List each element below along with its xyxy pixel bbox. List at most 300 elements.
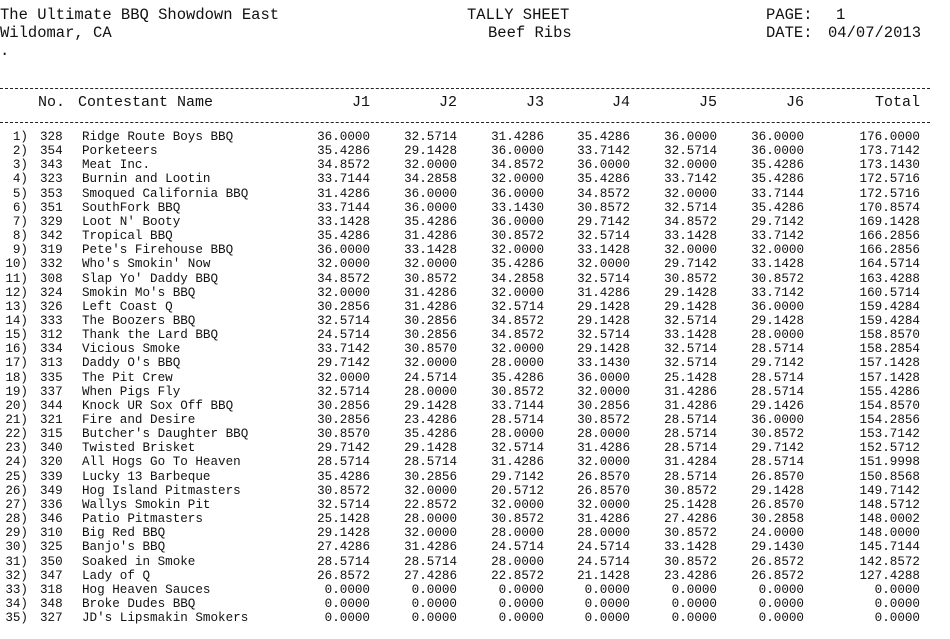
- cell-total: 127.4288: [859, 568, 920, 583]
- cell-name: Pete's Firehouse BBQ: [82, 243, 234, 258]
- cell-j2: 0.0000: [411, 596, 457, 611]
- cell-j6: 26.8570: [751, 469, 804, 484]
- cell-name: Butcher's Daughter BBQ: [82, 427, 249, 442]
- table-row: [0, 342, 930, 356]
- cell-j1: 32.5714: [317, 384, 370, 399]
- cell-j5: 28.5714: [664, 413, 717, 427]
- table-row: [0, 441, 930, 455]
- cell-j3: 36.0000: [491, 214, 544, 229]
- page-label: PAGE:: [766, 6, 813, 24]
- cell-j3: 35.4286: [491, 370, 544, 385]
- cell-j2: 30.8572: [404, 271, 457, 286]
- cell-j3: 29.7142: [491, 469, 544, 484]
- cell-total: 164.5714: [859, 257, 920, 272]
- cell-j5: 30.8572: [664, 554, 717, 569]
- cell-j1: 30.2856: [317, 413, 370, 427]
- cell-j5: 32.5714: [664, 356, 717, 371]
- cell-no: 340: [40, 441, 63, 456]
- cell-j2: 29.1428: [404, 441, 457, 456]
- cell-j1: 0.0000: [324, 596, 370, 611]
- cell-rank: 8): [12, 229, 28, 244]
- col-header-j2: J2: [438, 94, 457, 111]
- cell-name: JD's Lipsmakin Smokers: [82, 611, 249, 626]
- table-row: [0, 158, 930, 172]
- cell-j6: 29.1428: [751, 313, 804, 328]
- col-header-j3: J3: [525, 94, 544, 111]
- cell-j4: 32.0000: [577, 257, 630, 272]
- cell-rank: 10): [5, 257, 28, 272]
- cell-j3: 32.0000: [491, 172, 544, 187]
- cell-j1: 33.7142: [317, 342, 370, 357]
- cell-j4: 29.7142: [577, 214, 630, 229]
- event-title: The Ultimate BBQ Showdown East: [0, 6, 280, 24]
- col-header-name: Contestant Name: [78, 94, 214, 111]
- cell-j1: 30.2856: [317, 299, 370, 314]
- cell-j3: 36.0000: [491, 144, 544, 159]
- bottom-dashed-rule: [0, 122, 930, 123]
- cell-no: 337: [40, 384, 63, 399]
- cell-rank: 22): [5, 427, 28, 442]
- cell-total: 0.0000: [874, 611, 920, 626]
- cell-total: 158.2854: [859, 342, 920, 357]
- cell-j1: 30.8570: [317, 427, 370, 442]
- cell-total: 166.2856: [859, 229, 920, 244]
- cell-no: 327: [40, 611, 63, 626]
- cell-j5: 30.8572: [664, 526, 717, 541]
- cell-name: Who's Smokin' Now: [82, 257, 211, 272]
- cell-j6: 24.0000: [751, 526, 804, 541]
- cell-no: 344: [40, 398, 63, 413]
- cell-j6: 36.0000: [751, 144, 804, 159]
- cell-j6: 26.8570: [751, 497, 804, 512]
- cell-rank: 14): [5, 313, 28, 328]
- cell-j4: 32.5714: [577, 271, 630, 286]
- cell-name: Lucky 13 Barbeque: [82, 469, 211, 484]
- cell-total: 155.4286: [859, 384, 920, 399]
- table-row: [0, 243, 930, 257]
- cell-j1: 28.5714: [317, 455, 370, 470]
- col-header-j6: J6: [785, 94, 804, 111]
- cell-total: 158.8570: [859, 328, 920, 343]
- cell-j3: 32.0000: [491, 285, 544, 300]
- table-row: [0, 356, 930, 370]
- cell-j4: 24.5714: [577, 554, 630, 569]
- cell-j3: 36.0000: [491, 186, 544, 201]
- cell-total: 0.0000: [874, 596, 920, 611]
- cell-j2: 35.4286: [404, 427, 457, 442]
- cell-name: Ridge Route Boys BBQ: [82, 130, 234, 144]
- cell-no: 321: [40, 413, 63, 427]
- cell-name: Porketeers: [82, 144, 158, 159]
- cell-name: Lady of Q: [82, 568, 151, 583]
- cell-name: Smoqued California BBQ: [82, 186, 249, 201]
- cell-total: 173.7142: [859, 144, 920, 159]
- cell-j2: 31.4286: [404, 299, 457, 314]
- header-dot: .: [0, 42, 10, 60]
- cell-j6: 26.8572: [751, 554, 804, 569]
- cell-j4: 32.5714: [577, 229, 630, 244]
- cell-name: Daddy O's BBQ: [82, 356, 181, 371]
- cell-j1: 28.5714: [317, 554, 370, 569]
- cell-j5: 32.0000: [664, 158, 717, 173]
- cell-j3: 34.2858: [491, 271, 544, 286]
- cell-j6: 35.4286: [751, 200, 804, 215]
- cell-rank: 13): [5, 299, 28, 314]
- table-row: [0, 328, 930, 342]
- cell-j3: 22.8572: [491, 568, 544, 583]
- cell-j2: 22.8572: [404, 497, 457, 512]
- cell-j5: 30.8572: [664, 483, 717, 498]
- cell-j3: 0.0000: [498, 596, 544, 611]
- cell-rank: 9): [12, 243, 28, 258]
- cell-j2: 30.8570: [404, 342, 457, 357]
- cell-total: 159.4284: [859, 299, 920, 314]
- cell-j1: 0.0000: [324, 582, 370, 597]
- cell-no: 323: [40, 172, 63, 187]
- table-row: [0, 455, 930, 469]
- cell-j3: 20.5712: [491, 483, 544, 498]
- cell-j4: 26.8570: [577, 483, 630, 498]
- table-row: [0, 215, 930, 229]
- cell-j6: 30.8572: [751, 427, 804, 442]
- cell-rank: 5): [12, 186, 28, 201]
- cell-j3: 34.8572: [491, 328, 544, 343]
- cell-j2: 36.0000: [404, 186, 457, 201]
- cell-total: 152.5712: [859, 441, 920, 456]
- cell-j1: 24.5714: [317, 328, 370, 343]
- cell-rank: 30): [5, 540, 28, 555]
- cell-total: 142.8572: [859, 554, 920, 569]
- cell-name: The Boozers BBQ: [82, 313, 196, 328]
- cell-j4: 28.0000: [577, 427, 630, 442]
- cell-j2: 33.1428: [404, 243, 457, 258]
- cell-name: All Hogs Go To Heaven: [82, 455, 241, 470]
- cell-name: Vicious Smoke: [82, 342, 181, 357]
- cell-j6: 28.5714: [751, 455, 804, 470]
- cell-j1: 33.7144: [317, 172, 370, 187]
- cell-j5: 25.1428: [664, 497, 717, 512]
- cell-name: Loot N' Booty: [82, 214, 181, 229]
- cell-j1: 33.1428: [317, 214, 370, 229]
- cell-j2: 32.0000: [404, 356, 457, 371]
- cell-j6: 33.7142: [751, 285, 804, 300]
- cell-no: 312: [40, 328, 63, 343]
- cell-j1: 25.1428: [317, 512, 370, 527]
- cell-name: Thank the Lard BBQ: [82, 328, 219, 343]
- cell-j1: 34.8572: [317, 158, 370, 173]
- cell-j4: 29.1428: [577, 342, 630, 357]
- cell-j6: 28.5714: [751, 384, 804, 399]
- cell-j2: 0.0000: [411, 582, 457, 597]
- cell-no: 349: [40, 483, 63, 498]
- cell-no: 339: [40, 469, 63, 484]
- cell-j6: 32.0000: [751, 243, 804, 258]
- cell-j1: 29.1428: [317, 526, 370, 541]
- cell-j1: 36.0000: [317, 130, 370, 144]
- cell-j4: 31.4286: [577, 285, 630, 300]
- cell-j4: 33.1428: [577, 243, 630, 258]
- cell-j3: 30.8572: [491, 384, 544, 399]
- cell-j5: 0.0000: [671, 596, 717, 611]
- cell-no: 313: [40, 356, 63, 371]
- cell-rank: 21): [5, 413, 28, 427]
- cell-j3: 0.0000: [498, 611, 544, 626]
- cell-rank: 11): [5, 271, 28, 286]
- table-row: [0, 187, 930, 201]
- cell-name: Smokin Mo's BBQ: [82, 285, 196, 300]
- cell-no: 354: [40, 144, 63, 159]
- cell-j6: 36.0000: [751, 413, 804, 427]
- cell-name: Wallys Smokin Pit: [82, 497, 211, 512]
- cell-j6: 30.2858: [751, 512, 804, 527]
- table-row: [0, 385, 930, 399]
- table-row: [0, 314, 930, 328]
- cell-total: 153.7142: [859, 427, 920, 442]
- cell-j2: 32.0000: [404, 526, 457, 541]
- table-row: [0, 526, 930, 540]
- cell-j4: 36.0000: [577, 370, 630, 385]
- cell-j1: 35.4286: [317, 229, 370, 244]
- table-row: [0, 555, 930, 569]
- table-row: [0, 172, 930, 186]
- table-row: [0, 371, 930, 385]
- cell-total: 148.0002: [859, 512, 920, 527]
- cell-rank: 19): [5, 384, 28, 399]
- cell-j2: 31.4286: [404, 540, 457, 555]
- cell-name: Fire and Desire: [82, 413, 196, 427]
- sheet-title: TALLY SHEET: [467, 6, 570, 24]
- cell-rank: 4): [12, 172, 28, 187]
- cell-name: Hog Heaven Sauces: [82, 582, 211, 597]
- cell-j6: 28.5714: [751, 370, 804, 385]
- cell-j2: 32.0000: [404, 158, 457, 173]
- cell-no: 336: [40, 497, 63, 512]
- cell-total: 173.1430: [859, 158, 920, 173]
- cell-rank: 32): [5, 568, 28, 583]
- cell-j4: 0.0000: [584, 582, 630, 597]
- table-row: [0, 130, 930, 144]
- cell-no: 326: [40, 299, 63, 314]
- table-row: [0, 484, 930, 498]
- cell-total: 176.0000: [859, 130, 920, 144]
- cell-no: 333: [40, 313, 63, 328]
- cell-j6: 29.7142: [751, 441, 804, 456]
- cell-no: 332: [40, 257, 63, 272]
- date-label: DATE:: [766, 24, 813, 42]
- cell-j3: 32.0000: [491, 342, 544, 357]
- cell-total: 172.5716: [859, 186, 920, 201]
- cell-name: Knock UR Sox Off BBQ: [82, 398, 234, 413]
- cell-j2: 30.2856: [404, 469, 457, 484]
- cell-j2: 28.5714: [404, 455, 457, 470]
- col-header-j1: J1: [351, 94, 370, 111]
- cell-j4: 30.8572: [577, 200, 630, 215]
- cell-j3: 28.0000: [491, 526, 544, 541]
- cell-j5: 0.0000: [671, 611, 717, 626]
- cell-total: 169.1428: [859, 214, 920, 229]
- cell-rank: 3): [12, 158, 28, 173]
- cell-j5: 36.0000: [664, 130, 717, 144]
- cell-j5: 32.5714: [664, 200, 717, 215]
- col-header-j4: J4: [611, 94, 630, 111]
- cell-rank: 17): [5, 356, 28, 371]
- cell-j5: 28.5714: [664, 427, 717, 442]
- cell-j2: 32.0000: [404, 257, 457, 272]
- cell-j3: 32.5714: [491, 299, 544, 314]
- cell-j1: 32.5714: [317, 313, 370, 328]
- table-row: [0, 498, 930, 512]
- cell-no: 310: [40, 526, 63, 541]
- table-row: [0, 427, 930, 441]
- cell-rank: 34): [5, 596, 28, 611]
- cell-j2: 34.2858: [404, 172, 457, 187]
- cell-name: SouthFork BBQ: [82, 200, 181, 215]
- cell-j4: 34.8572: [577, 186, 630, 201]
- cell-rank: 35): [5, 611, 28, 626]
- cell-j4: 32.0000: [577, 455, 630, 470]
- cell-name: The Pit Crew: [82, 370, 173, 385]
- cell-j6: 33.1428: [751, 257, 804, 272]
- cell-total: 172.5716: [859, 172, 920, 187]
- cell-j4: 29.1428: [577, 313, 630, 328]
- cell-name: Soaked in Smoke: [82, 554, 196, 569]
- cell-j5: 32.0000: [664, 243, 717, 258]
- table-row: [0, 399, 930, 413]
- cell-j1: 26.8572: [317, 568, 370, 583]
- cell-j1: 29.7142: [317, 356, 370, 371]
- cell-j4: 28.0000: [577, 526, 630, 541]
- col-header-total: Total: [874, 94, 920, 111]
- cell-total: 157.1428: [859, 356, 920, 371]
- cell-j3: 30.8572: [491, 512, 544, 527]
- cell-j6: 36.0000: [751, 299, 804, 314]
- cell-j1: 30.2856: [317, 398, 370, 413]
- cell-j1: 32.0000: [317, 257, 370, 272]
- cell-j5: 29.7142: [664, 257, 717, 272]
- cell-rank: 29): [5, 526, 28, 541]
- cell-no: 320: [40, 455, 63, 470]
- table-row: [0, 597, 930, 611]
- cell-j5: 23.4286: [664, 568, 717, 583]
- cell-no: 335: [40, 370, 63, 385]
- cell-j4: 29.1428: [577, 299, 630, 314]
- cell-name: Big Red BBQ: [82, 526, 166, 541]
- report-date: 04/07/2013: [828, 24, 922, 42]
- cell-j6: 36.0000: [751, 130, 804, 144]
- cell-j5: 28.5714: [664, 469, 717, 484]
- cell-j2: 32.0000: [404, 483, 457, 498]
- cell-name: Twisted Brisket: [82, 441, 196, 456]
- cell-j1: 33.7144: [317, 200, 370, 215]
- cell-j2: 35.4286: [404, 214, 457, 229]
- cell-rank: 27): [5, 497, 28, 512]
- cell-j2: 31.4286: [404, 229, 457, 244]
- cell-no: 346: [40, 512, 63, 527]
- cell-j2: 32.5714: [404, 130, 457, 144]
- cell-no: 308: [40, 271, 63, 286]
- cell-j2: 31.4286: [404, 285, 457, 300]
- cell-rank: 18): [5, 370, 28, 385]
- cell-j2: 27.4286: [404, 568, 457, 583]
- cell-j3: 28.0000: [491, 427, 544, 442]
- cell-no: 325: [40, 540, 63, 555]
- category-name: Beef Ribs: [488, 24, 572, 42]
- col-header-no: No.: [38, 94, 66, 111]
- cell-j5: 0.0000: [671, 582, 717, 597]
- cell-j6: 29.7142: [751, 356, 804, 371]
- cell-j3: 35.4286: [491, 257, 544, 272]
- cell-j4: 24.5714: [577, 540, 630, 555]
- cell-j5: 32.0000: [664, 186, 717, 201]
- cell-total: 159.4284: [859, 313, 920, 328]
- cell-rank: 7): [12, 214, 28, 229]
- cell-rank: 33): [5, 582, 28, 597]
- cell-j1: 34.8572: [317, 271, 370, 286]
- cell-j6: 0.0000: [758, 596, 804, 611]
- table-row: [0, 229, 930, 243]
- cell-j5: 33.1428: [664, 229, 717, 244]
- cell-total: 166.2856: [859, 243, 920, 258]
- cell-name: Meat Inc.: [82, 158, 151, 173]
- cell-total: 154.2856: [859, 413, 920, 427]
- cell-name: Slap Yo' Daddy BBQ: [82, 271, 219, 286]
- cell-j5: 32.5714: [664, 342, 717, 357]
- cell-j5: 27.4286: [664, 512, 717, 527]
- cell-j4: 30.8572: [577, 413, 630, 427]
- cell-j3: 31.4286: [491, 130, 544, 144]
- cell-name: Broke Dudes BBQ: [82, 596, 196, 611]
- cell-rank: 24): [5, 455, 28, 470]
- cell-total: 160.5714: [859, 285, 920, 300]
- cell-j4: 33.1430: [577, 356, 630, 371]
- cell-j1: 32.5714: [317, 497, 370, 512]
- cell-j6: 33.7142: [751, 229, 804, 244]
- cell-total: 151.9998: [859, 455, 920, 470]
- cell-j4: 32.0000: [577, 384, 630, 399]
- cell-j3: 33.7144: [491, 398, 544, 413]
- cell-j2: 36.0000: [404, 200, 457, 215]
- cell-j2: 30.2856: [404, 313, 457, 328]
- cell-rank: 28): [5, 512, 28, 527]
- cell-j6: 26.8572: [751, 568, 804, 583]
- table-row: [0, 611, 930, 625]
- cell-j5: 33.1428: [664, 328, 717, 343]
- cell-j3: 32.0000: [491, 243, 544, 258]
- cell-no: 342: [40, 229, 63, 244]
- cell-j1: 32.0000: [317, 285, 370, 300]
- cell-j3: 28.5714: [491, 413, 544, 427]
- cell-j4: 30.2856: [577, 398, 630, 413]
- cell-j2: 30.2856: [404, 328, 457, 343]
- table-row: [0, 583, 930, 597]
- cell-name: Hog Island Pitmasters: [82, 483, 241, 498]
- cell-j5: 31.4284: [664, 455, 717, 470]
- cell-name: Left Coast Q: [82, 299, 173, 314]
- cell-j6: 28.0000: [751, 328, 804, 343]
- cell-j5: 30.8572: [664, 271, 717, 286]
- cell-rank: 1): [12, 130, 28, 144]
- table-row: [0, 286, 930, 300]
- cell-no: 315: [40, 427, 63, 442]
- cell-j4: 21.1428: [577, 568, 630, 583]
- cell-rank: 25): [5, 469, 28, 484]
- cell-j1: 35.4286: [317, 144, 370, 159]
- cell-total: 157.1428: [859, 370, 920, 385]
- cell-no: 324: [40, 285, 63, 300]
- cell-j6: 29.7142: [751, 214, 804, 229]
- cell-rank: 26): [5, 483, 28, 498]
- cell-total: 163.4288: [859, 271, 920, 286]
